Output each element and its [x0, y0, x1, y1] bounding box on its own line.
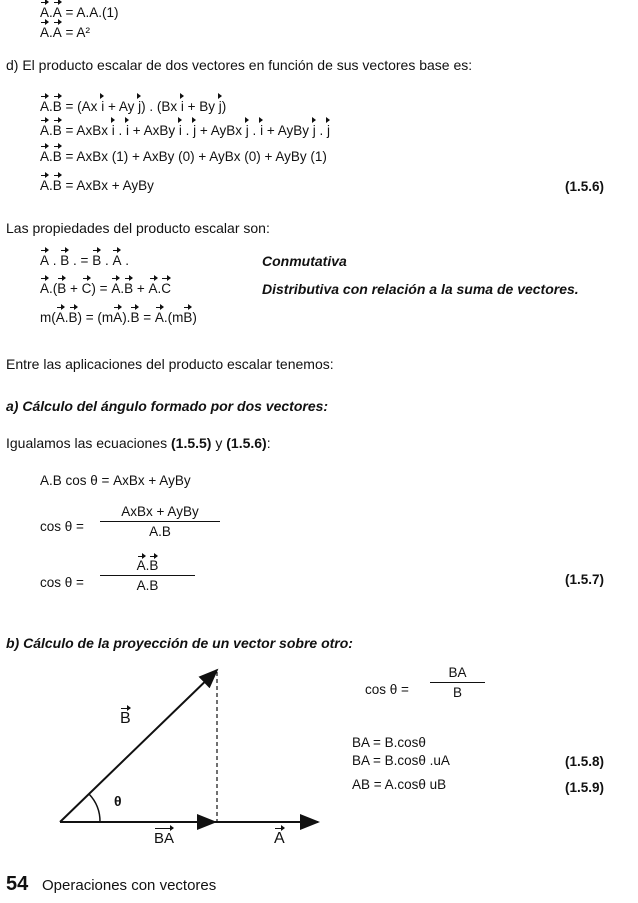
- equation-top-2: A.A = A²: [40, 25, 90, 40]
- property-2-name: Distributiva con relación a la suma de vectores.: [262, 281, 579, 297]
- property-1-name: Conmutativa: [262, 253, 347, 269]
- fraction-denominator: A.B: [136, 578, 159, 593]
- property-2: A.(B + C) = A.B + A.C: [40, 281, 172, 296]
- equation-d-4: A.B = AxBx + AyBy: [40, 178, 154, 193]
- diagram-label-a: A: [274, 830, 285, 847]
- diagram-label-b: B: [120, 710, 131, 727]
- section-a-text: Igualamos las ecuaciones (1.5.5) y (1.5.6):: [6, 435, 271, 451]
- property-1: A . B . = B . A .: [40, 253, 129, 268]
- cos-label-b: cos θ =: [365, 682, 409, 697]
- equation-b-3: AB = A.cosθ uB: [352, 777, 447, 792]
- fraction-cos-b: [430, 665, 485, 700]
- fraction-numerator: AxBx + AyBy: [121, 504, 199, 519]
- equation-number-159: (1.5.9): [564, 780, 604, 795]
- equation-number-156: (1.5.6): [564, 179, 604, 194]
- equation-d-2: A.B = AxBx i . i + AxBy i . j + AyBx j . i + AyBy j . j: [40, 123, 330, 138]
- section-b-heading: b) Cálculo de la proyección de un vector sobre otro:: [6, 635, 353, 651]
- properties-intro: Las propiedades del producto escalar son:: [6, 220, 270, 236]
- fraction-cos-1: [100, 504, 220, 539]
- equation-b-2: BA = B.cosθ .uA: [352, 753, 450, 768]
- equation-b-1: BA = B.cosθ: [352, 735, 426, 750]
- equation-a-1: A.B cos θ = AxBx + AyBy: [40, 473, 191, 488]
- diagram-label-ba: BA: [154, 830, 175, 847]
- fraction-denominator: B: [452, 685, 462, 700]
- section-d-heading: d) El producto escalar de dos vectores en función de sus vectores base es:: [6, 57, 473, 73]
- angle-arc: [89, 794, 100, 822]
- vector-b-arrow: [60, 670, 217, 822]
- equation-top-1: A.A = A.A.(1): [40, 5, 119, 20]
- equation-number-157: (1.5.7): [564, 572, 604, 587]
- equation-d-1: A.B = (Ax i + Ay j) . (Bx i + By j): [40, 99, 227, 114]
- section-a-heading: a) Cálculo del ángulo formado por dos vectores:: [6, 398, 329, 414]
- cos-label-2: cos θ =: [40, 575, 84, 590]
- equation-number-158: (1.5.8): [564, 754, 604, 769]
- fraction-numerator-vec: A.B: [136, 558, 159, 573]
- cos-label-1: cos θ =: [40, 519, 84, 534]
- fraction-denominator: A.B: [149, 524, 171, 539]
- page-number: 54: [6, 873, 29, 895]
- fraction-numerator: BA: [448, 665, 467, 680]
- fraction-cos-2: [100, 558, 195, 593]
- property-3: m(A.B) = (mA).B = A.(mB): [40, 310, 197, 325]
- page-footer-title: Operaciones con vectores: [42, 877, 217, 894]
- applications-intro: Entre las aplicaciones del producto escalar tenemos:: [6, 356, 334, 372]
- diagram-label-theta: θ: [114, 793, 122, 809]
- equation-d-3: A.B = AxBx (1) + AxBy (0) + AyBx (0) + AyBy (1): [40, 149, 327, 164]
